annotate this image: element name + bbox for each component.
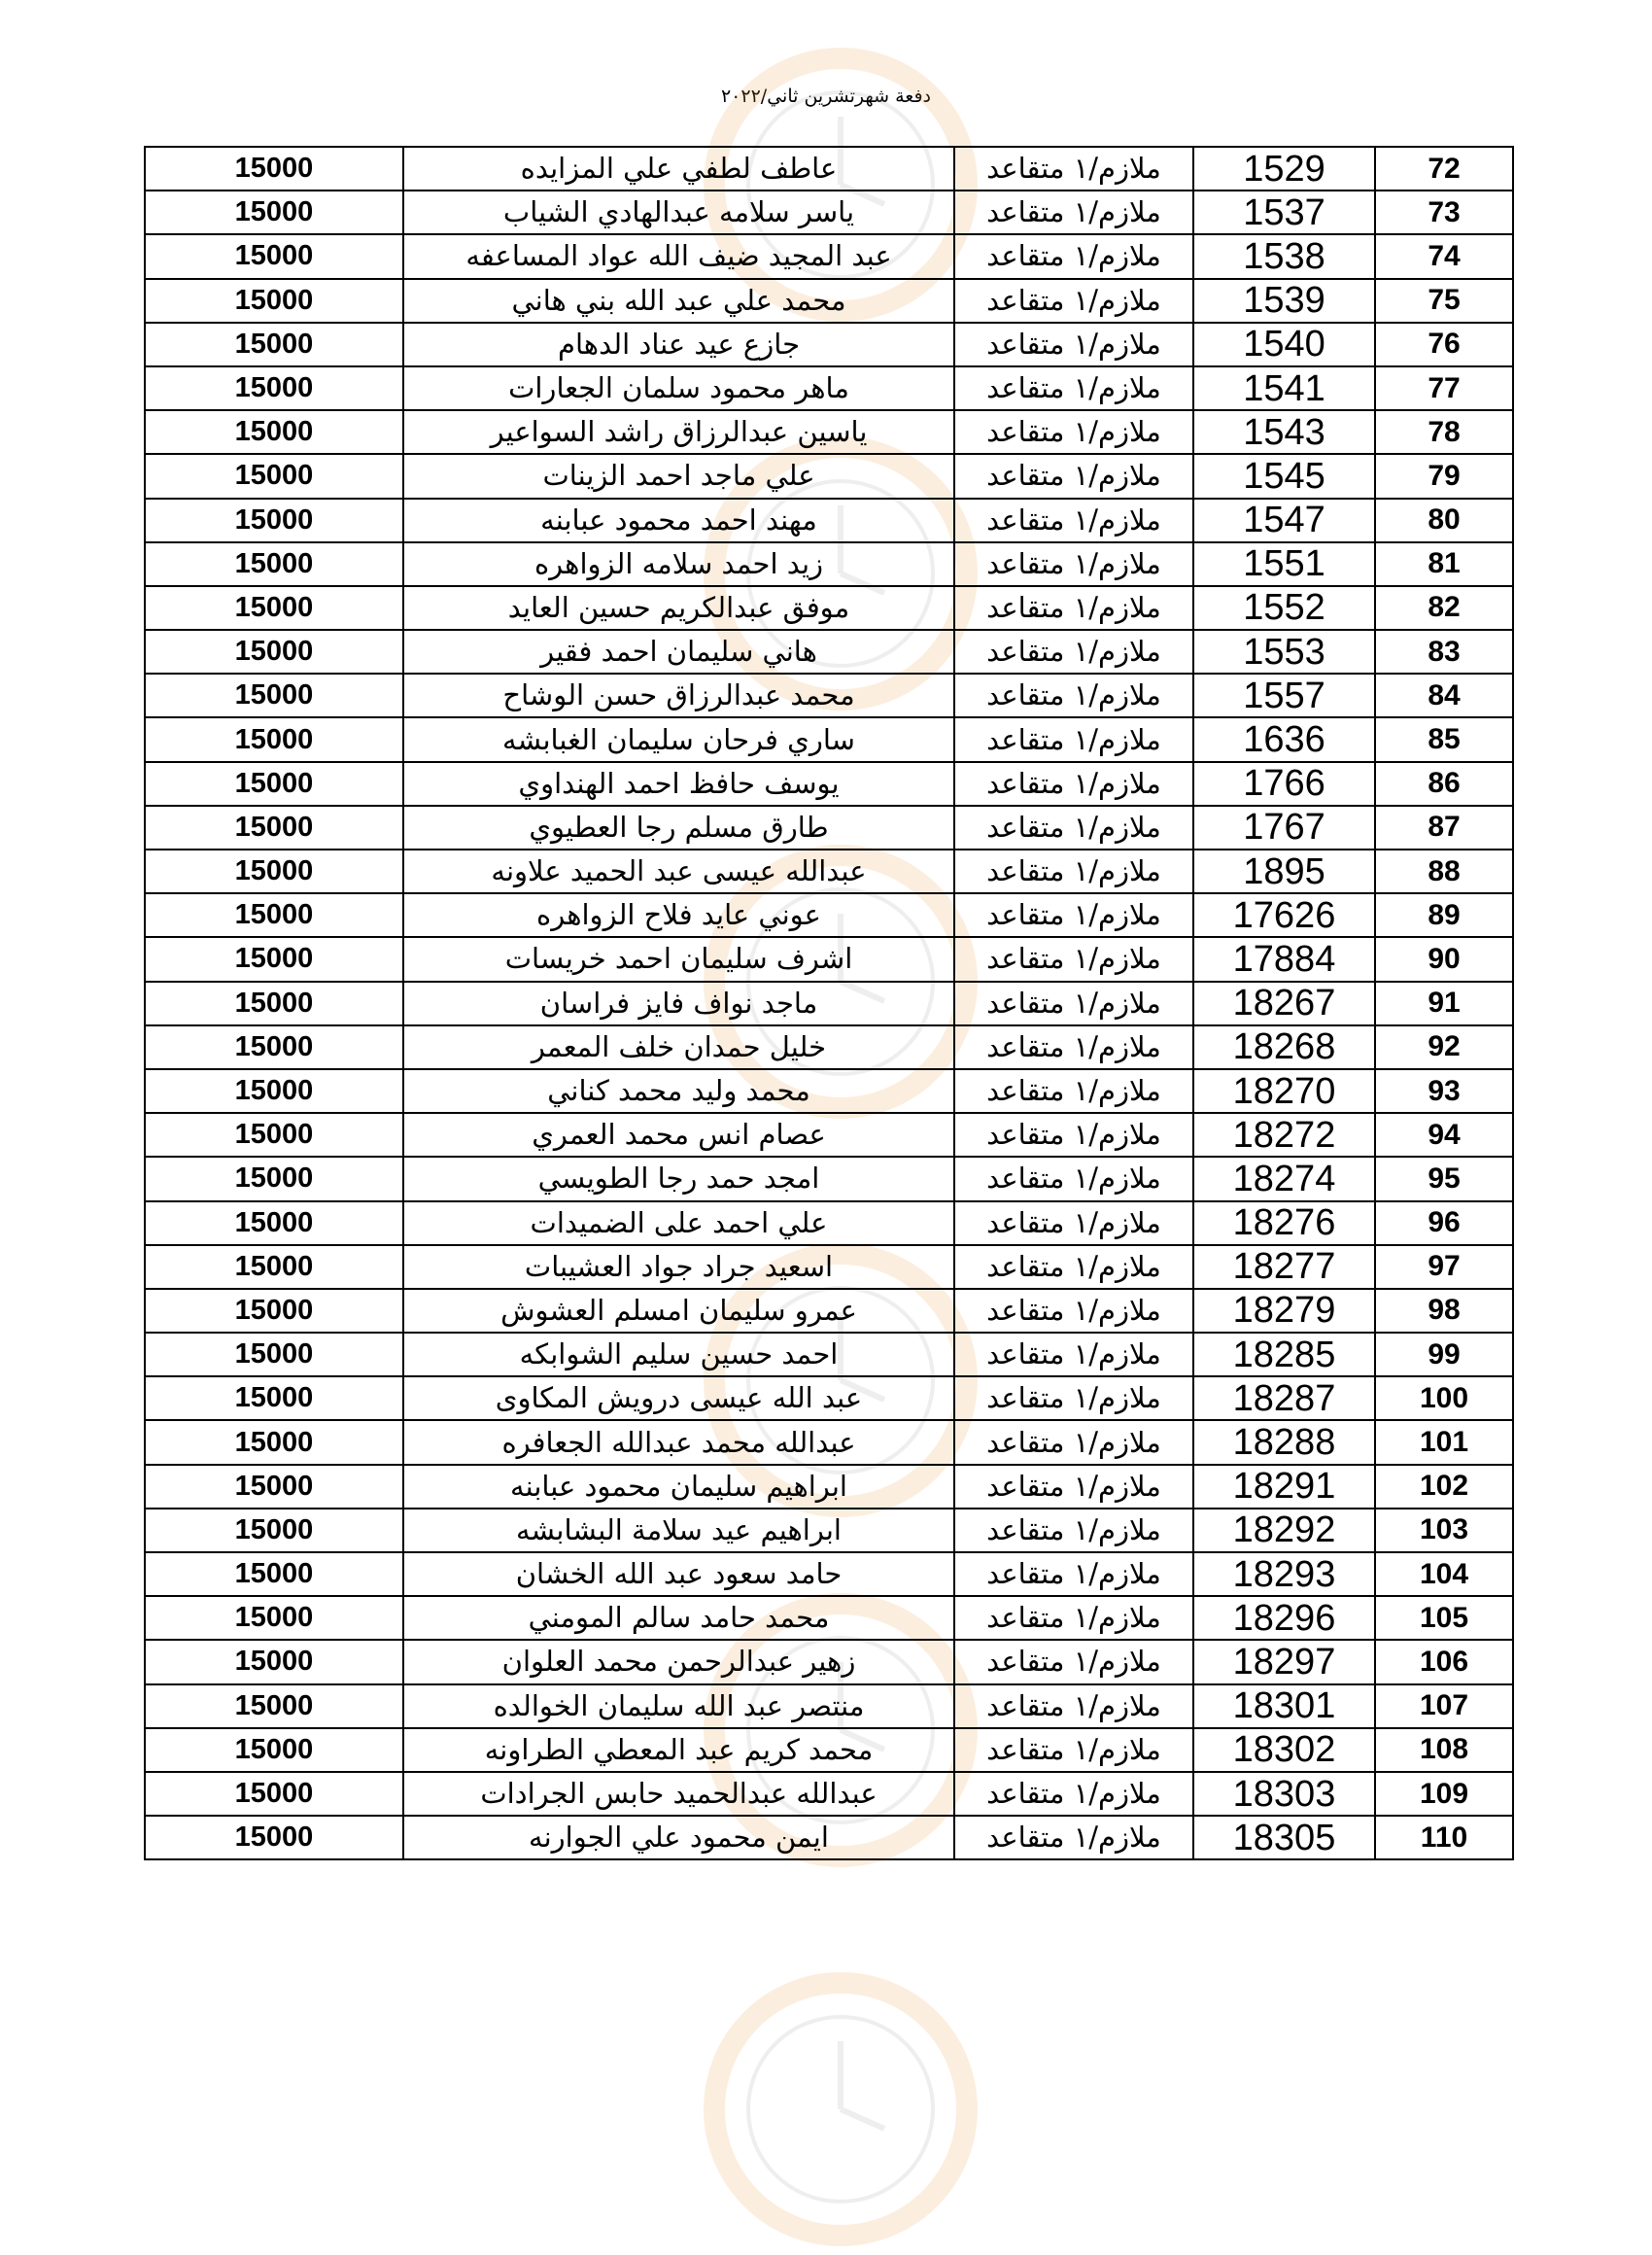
- id-cell: 18301: [1193, 1684, 1375, 1728]
- rank-cell: ملازم/١ متقاعد: [954, 674, 1193, 717]
- amount-cell: 15000: [145, 1465, 403, 1509]
- name-cell: موفق عبدالكريم حسين العايد: [403, 586, 954, 630]
- amount-cell: 15000: [145, 1025, 403, 1069]
- table-row: [145, 1509, 1513, 1552]
- rank-cell: ملازم/١ متقاعد: [954, 1728, 1193, 1772]
- rank-cell: ملازم/١ متقاعد: [954, 937, 1193, 981]
- name-cell: ياسر سلامه عبدالهادي الشياب: [403, 191, 954, 234]
- table-row: [145, 674, 1513, 717]
- seq-cell: 105: [1375, 1596, 1513, 1640]
- id-cell: 1538: [1193, 234, 1375, 278]
- rank-cell: ملازم/١ متقاعد: [954, 717, 1193, 761]
- seq-cell: 95: [1375, 1157, 1513, 1200]
- table-row: [145, 1552, 1513, 1596]
- seq-cell: 91: [1375, 982, 1513, 1025]
- table-row: [145, 1069, 1513, 1113]
- table-row: [145, 850, 1513, 893]
- name-cell: حامد سعود عبد الله الخشان: [403, 1552, 954, 1596]
- seq-cell: 103: [1375, 1509, 1513, 1552]
- seq-cell: 85: [1375, 717, 1513, 761]
- seq-cell: 109: [1375, 1772, 1513, 1816]
- rank-cell: ملازم/١ متقاعد: [954, 323, 1193, 366]
- seq-cell: 74: [1375, 234, 1513, 278]
- amount-cell: 15000: [145, 410, 403, 454]
- id-cell: 1540: [1193, 323, 1375, 366]
- name-cell: عوني عايد فلاح الزواهره: [403, 893, 954, 937]
- rank-cell: ملازم/١ متقاعد: [954, 1509, 1193, 1552]
- seq-cell: 106: [1375, 1640, 1513, 1683]
- amount-cell: 15000: [145, 982, 403, 1025]
- name-cell: ياسين عبدالرزاق راشد السواعير: [403, 410, 954, 454]
- amount-cell: 15000: [145, 1113, 403, 1157]
- name-cell: عبد المجيد ضيف الله عواد المساعفه: [403, 234, 954, 278]
- seq-cell: 110: [1375, 1816, 1513, 1859]
- amount-cell: 15000: [145, 893, 403, 937]
- seq-cell: 92: [1375, 1025, 1513, 1069]
- amount-cell: 15000: [145, 454, 403, 498]
- amount-cell: 15000: [145, 850, 403, 893]
- seq-cell: 87: [1375, 806, 1513, 850]
- id-cell: 18287: [1193, 1376, 1375, 1420]
- table-row: [145, 982, 1513, 1025]
- amount-cell: 15000: [145, 586, 403, 630]
- name-cell: محمد كريم عبد المعطي الطراونه: [403, 1728, 954, 1772]
- table-row: [145, 630, 1513, 674]
- name-cell: عبدالله محمد عبدالله الجعافره: [403, 1420, 954, 1464]
- table-row: [145, 191, 1513, 234]
- id-cell: 17884: [1193, 937, 1375, 981]
- id-cell: 1636: [1193, 717, 1375, 761]
- amount-cell: 15000: [145, 1772, 403, 1816]
- rank-cell: ملازم/١ متقاعد: [954, 1376, 1193, 1420]
- id-cell: 1557: [1193, 674, 1375, 717]
- rank-cell: ملازم/١ متقاعد: [954, 1069, 1193, 1113]
- id-cell: 1543: [1193, 410, 1375, 454]
- name-cell: جازع عيد عناد الدهام: [403, 323, 954, 366]
- table-row: [145, 1025, 1513, 1069]
- name-cell: طارق مسلم رجا العطيوي: [403, 806, 954, 850]
- rank-cell: ملازم/١ متقاعد: [954, 542, 1193, 586]
- id-cell: 18296: [1193, 1596, 1375, 1640]
- name-cell: هاني سليمان احمد فقير: [403, 630, 954, 674]
- amount-cell: 15000: [145, 499, 403, 542]
- rank-cell: ملازم/١ متقاعد: [954, 234, 1193, 278]
- id-cell: 1553: [1193, 630, 1375, 674]
- amount-cell: 15000: [145, 1596, 403, 1640]
- amount-cell: 15000: [145, 1728, 403, 1772]
- name-cell: منتصر عبد الله سليمان الخوالده: [403, 1684, 954, 1728]
- table-row: [145, 586, 1513, 630]
- name-cell: اسعيد جراد جواد العشيبات: [403, 1245, 954, 1289]
- id-cell: 1539: [1193, 279, 1375, 323]
- rank-cell: ملازم/١ متقاعد: [954, 1113, 1193, 1157]
- seq-cell: 96: [1375, 1201, 1513, 1245]
- table-row: [145, 762, 1513, 806]
- table-row: [145, 1596, 1513, 1640]
- amount-cell: 15000: [145, 937, 403, 981]
- rank-cell: ملازم/١ متقاعد: [954, 279, 1193, 323]
- name-cell: محمد حامد سالم المومني: [403, 1596, 954, 1640]
- amount-cell: 15000: [145, 1640, 403, 1683]
- rank-cell: ملازم/١ متقاعد: [954, 366, 1193, 410]
- amount-cell: 15000: [145, 323, 403, 366]
- table-row: [145, 542, 1513, 586]
- seq-cell: 108: [1375, 1728, 1513, 1772]
- id-cell: 17626: [1193, 893, 1375, 937]
- name-cell: عبدالله عيسى عبد الحميد علاونه: [403, 850, 954, 893]
- name-cell: ماجد نواف فايز فراسان: [403, 982, 954, 1025]
- seq-cell: 75: [1375, 279, 1513, 323]
- page-title: دفعة شهرتشرين ثاني/٢٠٢٢: [720, 86, 932, 107]
- name-cell: محمد وليد محمد كناني: [403, 1069, 954, 1113]
- amount-cell: 15000: [145, 806, 403, 850]
- seq-cell: 80: [1375, 499, 1513, 542]
- amount-cell: 15000: [145, 1376, 403, 1420]
- rank-cell: ملازم/١ متقاعد: [954, 982, 1193, 1025]
- rank-cell: ملازم/١ متقاعد: [954, 1289, 1193, 1333]
- id-cell: 18276: [1193, 1201, 1375, 1245]
- name-cell: احمد حسين سليم الشوابكه: [403, 1333, 954, 1376]
- name-cell: علي احمد على الضميدات: [403, 1201, 954, 1245]
- seq-cell: 100: [1375, 1376, 1513, 1420]
- table-row: [145, 937, 1513, 981]
- seq-cell: 73: [1375, 191, 1513, 234]
- rank-cell: ملازم/١ متقاعد: [954, 147, 1193, 191]
- name-cell: يوسف حافظ احمد الهنداوي: [403, 762, 954, 806]
- table-row: [145, 1684, 1513, 1728]
- table-row: [145, 410, 1513, 454]
- id-cell: 18270: [1193, 1069, 1375, 1113]
- id-cell: 18293: [1193, 1552, 1375, 1596]
- table-row: [145, 1201, 1513, 1245]
- seq-cell: 97: [1375, 1245, 1513, 1289]
- seq-cell: 83: [1375, 630, 1513, 674]
- table-body: [145, 147, 1513, 1859]
- table-row: [145, 1376, 1513, 1420]
- name-cell: ماهر محمود سلمان الجعارات: [403, 366, 954, 410]
- amount-cell: 15000: [145, 1684, 403, 1728]
- rank-cell: ملازم/١ متقاعد: [954, 1640, 1193, 1683]
- table-row: [145, 806, 1513, 850]
- id-cell: 18305: [1193, 1816, 1375, 1859]
- id-cell: 1547: [1193, 499, 1375, 542]
- rank-cell: ملازم/١ متقاعد: [954, 1420, 1193, 1464]
- id-cell: 18274: [1193, 1157, 1375, 1200]
- rank-cell: ملازم/١ متقاعد: [954, 454, 1193, 498]
- amount-cell: 15000: [145, 366, 403, 410]
- id-cell: 1552: [1193, 586, 1375, 630]
- seq-cell: 77: [1375, 366, 1513, 410]
- name-cell: عصام انس محمد العمري: [403, 1113, 954, 1157]
- table-container: [144, 146, 1512, 1860]
- seq-cell: 101: [1375, 1420, 1513, 1464]
- id-cell: 18303: [1193, 1772, 1375, 1816]
- seq-cell: 89: [1375, 893, 1513, 937]
- name-cell: عبدالله عبدالحميد حابس الجرادات: [403, 1772, 954, 1816]
- table-row: [145, 499, 1513, 542]
- table-row: [145, 234, 1513, 278]
- id-cell: 18297: [1193, 1640, 1375, 1683]
- amount-cell: 15000: [145, 1201, 403, 1245]
- seq-cell: 86: [1375, 762, 1513, 806]
- seq-cell: 107: [1375, 1684, 1513, 1728]
- rank-cell: ملازم/١ متقاعد: [954, 586, 1193, 630]
- id-cell: 18291: [1193, 1465, 1375, 1509]
- id-cell: 1767: [1193, 806, 1375, 850]
- amount-cell: 15000: [145, 762, 403, 806]
- table-row: [145, 454, 1513, 498]
- name-cell: عاطف لطفي علي المزايده: [403, 147, 954, 191]
- name-cell: ابراهيم عيد سلامة البشابشه: [403, 1509, 954, 1552]
- clock-logo-icon: [695, 1963, 986, 2255]
- id-cell: 18268: [1193, 1025, 1375, 1069]
- amount-cell: 15000: [145, 1245, 403, 1289]
- amount-cell: 15000: [145, 542, 403, 586]
- amount-cell: 15000: [145, 191, 403, 234]
- rank-cell: ملازم/١ متقاعد: [954, 850, 1193, 893]
- id-cell: 1529: [1193, 147, 1375, 191]
- rank-cell: ملازم/١ متقاعد: [954, 410, 1193, 454]
- table-row: [145, 1113, 1513, 1157]
- rank-cell: ملازم/١ متقاعد: [954, 806, 1193, 850]
- rank-cell: ملازم/١ متقاعد: [954, 893, 1193, 937]
- name-cell: ايمن محمود علي الجوارنه: [403, 1816, 954, 1859]
- seq-cell: 81: [1375, 542, 1513, 586]
- rank-cell: ملازم/١ متقاعد: [954, 1552, 1193, 1596]
- rank-cell: ملازم/١ متقاعد: [954, 1333, 1193, 1376]
- amount-cell: 15000: [145, 1069, 403, 1113]
- name-cell: ابراهيم سليمان محمود عبابنه: [403, 1465, 954, 1509]
- rank-cell: ملازم/١ متقاعد: [954, 1201, 1193, 1245]
- seq-cell: 78: [1375, 410, 1513, 454]
- payment-table: [144, 146, 1514, 1860]
- name-cell: عبد الله عيسى درويش المكاوى: [403, 1376, 954, 1420]
- id-cell: 1895: [1193, 850, 1375, 893]
- id-cell: 1545: [1193, 454, 1375, 498]
- rank-cell: ملازم/١ متقاعد: [954, 1465, 1193, 1509]
- seq-cell: 82: [1375, 586, 1513, 630]
- table-row: [145, 147, 1513, 191]
- seq-cell: 76: [1375, 323, 1513, 366]
- name-cell: محمد علي عبد الله بني هاني: [403, 279, 954, 323]
- amount-cell: 15000: [145, 674, 403, 717]
- name-cell: مهند احمد محمود عبابنه: [403, 499, 954, 542]
- table-row: [145, 323, 1513, 366]
- name-cell: زهير عبدالرحمن محمد العلوان: [403, 1640, 954, 1683]
- amount-cell: 15000: [145, 1420, 403, 1464]
- amount-cell: 15000: [145, 234, 403, 278]
- table-row: [145, 1640, 1513, 1683]
- id-cell: 18292: [1193, 1509, 1375, 1552]
- table-row: [145, 1772, 1513, 1816]
- amount-cell: 15000: [145, 1816, 403, 1859]
- table-row: [145, 893, 1513, 937]
- name-cell: علي ماجد احمد الزينات: [403, 454, 954, 498]
- name-cell: محمد عبدالرزاق حسن الوشاح: [403, 674, 954, 717]
- rank-cell: ملازم/١ متقاعد: [954, 630, 1193, 674]
- seq-cell: 104: [1375, 1552, 1513, 1596]
- name-cell: اشرف سليمان احمد خريسات: [403, 937, 954, 981]
- rank-cell: ملازم/١ متقاعد: [954, 499, 1193, 542]
- rank-cell: ملازم/١ متقاعد: [954, 1025, 1193, 1069]
- name-cell: خليل حمدان خلف المعمر: [403, 1025, 954, 1069]
- id-cell: 1766: [1193, 762, 1375, 806]
- table-row: [145, 1465, 1513, 1509]
- rank-cell: ملازم/١ متقاعد: [954, 191, 1193, 234]
- name-cell: امجد حمد رجا الطويسي: [403, 1157, 954, 1200]
- amount-cell: 15000: [145, 1509, 403, 1552]
- name-cell: زيد احمد سلامه الزواهره: [403, 542, 954, 586]
- rank-cell: ملازم/١ متقاعد: [954, 1157, 1193, 1200]
- seq-cell: 98: [1375, 1289, 1513, 1333]
- rank-cell: ملازم/١ متقاعد: [954, 1684, 1193, 1728]
- table-row: [145, 1333, 1513, 1376]
- seq-cell: 90: [1375, 937, 1513, 981]
- amount-cell: 15000: [145, 1333, 403, 1376]
- id-cell: 18267: [1193, 982, 1375, 1025]
- rank-cell: ملازم/١ متقاعد: [954, 1245, 1193, 1289]
- rank-cell: ملازم/١ متقاعد: [954, 1772, 1193, 1816]
- id-cell: 1551: [1193, 542, 1375, 586]
- seq-cell: 94: [1375, 1113, 1513, 1157]
- id-cell: 18285: [1193, 1333, 1375, 1376]
- amount-cell: 15000: [145, 717, 403, 761]
- table-row: [145, 279, 1513, 323]
- table-row: [145, 1157, 1513, 1200]
- table-row: [145, 1289, 1513, 1333]
- table-row: [145, 1245, 1513, 1289]
- id-cell: 1541: [1193, 366, 1375, 410]
- seq-cell: 99: [1375, 1333, 1513, 1376]
- id-cell: 18288: [1193, 1420, 1375, 1464]
- name-cell: ساري فرحان سليمان الغبابشه: [403, 717, 954, 761]
- id-cell: 18272: [1193, 1113, 1375, 1157]
- rank-cell: ملازم/١ متقاعد: [954, 1816, 1193, 1859]
- id-cell: 1537: [1193, 191, 1375, 234]
- amount-cell: 15000: [145, 1289, 403, 1333]
- table-row: [145, 717, 1513, 761]
- name-cell: عمرو سليمان امسلم العشوش: [403, 1289, 954, 1333]
- table-row: [145, 1728, 1513, 1772]
- id-cell: 18302: [1193, 1728, 1375, 1772]
- seq-cell: 84: [1375, 674, 1513, 717]
- table-row: [145, 366, 1513, 410]
- amount-cell: 15000: [145, 1552, 403, 1596]
- amount-cell: 15000: [145, 147, 403, 191]
- id-cell: 18277: [1193, 1245, 1375, 1289]
- rank-cell: ملازم/١ متقاعد: [954, 1596, 1193, 1640]
- seq-cell: 88: [1375, 850, 1513, 893]
- seq-cell: 93: [1375, 1069, 1513, 1113]
- seq-cell: 79: [1375, 454, 1513, 498]
- amount-cell: 15000: [145, 279, 403, 323]
- table-row: [145, 1420, 1513, 1464]
- seq-cell: 72: [1375, 147, 1513, 191]
- rank-cell: ملازم/١ متقاعد: [954, 762, 1193, 806]
- seq-cell: 102: [1375, 1465, 1513, 1509]
- amount-cell: 15000: [145, 630, 403, 674]
- amount-cell: 15000: [145, 1157, 403, 1200]
- id-cell: 18279: [1193, 1289, 1375, 1333]
- table-row: [145, 1816, 1513, 1859]
